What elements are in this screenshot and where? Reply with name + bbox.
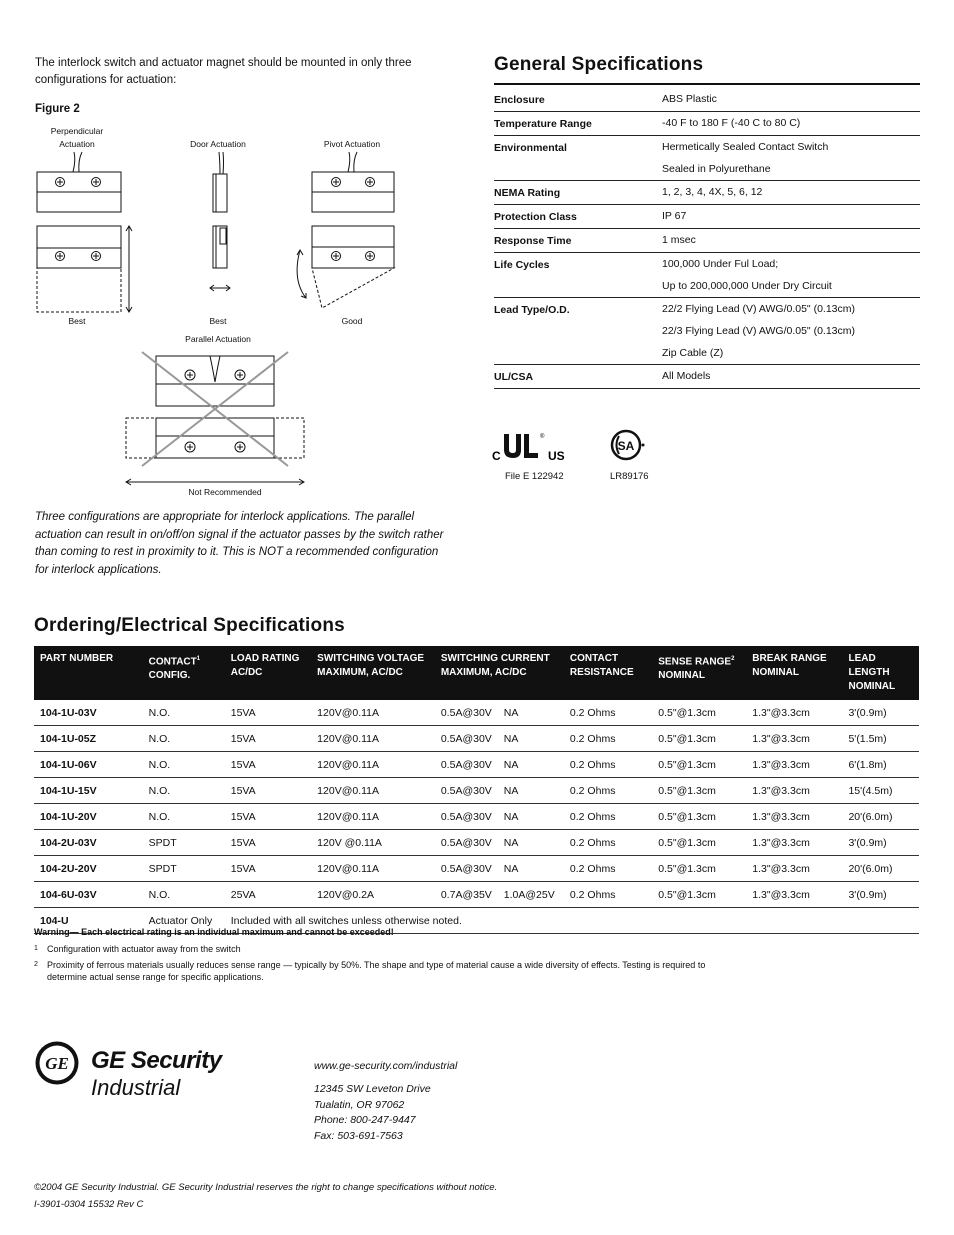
cell-resistance: 0.2 Ohms (564, 856, 652, 882)
spec-value-line: Up to 200,000,000 Under Dry Circuit (662, 280, 832, 292)
cell-resistance: 0.2 Ohms (564, 700, 652, 726)
cell-voltage: 120V@0.2A (311, 882, 435, 908)
spec-row (494, 253, 920, 298)
document-number: I-3901-0304 15532 Rev C (34, 1199, 144, 1210)
spec-value-line: Zip Cable (Z) (662, 347, 724, 359)
cell-sense: 0.5"@1.3cm (652, 882, 746, 908)
cell-switching-current (435, 804, 564, 830)
svg-text:®: ® (540, 434, 545, 440)
current-value-b: NA (503, 732, 519, 745)
label-parallel-actuation: Parallel Actuation (185, 334, 251, 344)
cell-switching-current (435, 778, 564, 804)
label-good: Good (341, 316, 363, 326)
cell-sense: 0.5"@1.3cm (652, 804, 746, 830)
brand-name: GE Security (91, 1047, 222, 1074)
spec-key: Temperature Range (494, 112, 662, 136)
column-header (746, 646, 842, 700)
ul-file-number: File E 122942 (505, 471, 564, 482)
table-row (34, 882, 919, 908)
address-line-1: 12345 SW Leveton Drive (314, 1083, 431, 1095)
cell-break: 1.3"@3.3cm (746, 856, 842, 882)
footnote-marker: 2 (731, 656, 735, 662)
cell-break: 1.3"@3.3cm (746, 752, 842, 778)
address-line-2: Tualatin, OR 97062 (314, 1098, 405, 1111)
cell-load: 25VA (225, 882, 311, 908)
intro-text: The interlock switch and actuator magnet should be mounted in only three configurations for actuation: (35, 57, 412, 86)
current-value-b: NA (503, 758, 519, 771)
table-row (34, 830, 919, 856)
csa-file-number: LR89176 (610, 471, 649, 482)
header-line-2: NOMINAL (752, 667, 799, 678)
footnote-text: Configuration with actuator away from the switch (47, 944, 241, 954)
header-line-1: SWITCHING VOLTAGE (317, 653, 425, 664)
spec-row (494, 365, 920, 389)
spec-value-line: 1, 2, 3, 4, 4X, 5, 6, 12 (662, 186, 763, 198)
header-line-1: PART NUMBER (40, 653, 114, 664)
label-pivot-actuation: Pivot Actuation (323, 139, 381, 149)
cell-lead: 20'(6.0m) (842, 856, 919, 882)
address-block (314, 1082, 431, 1144)
table-row (34, 804, 919, 830)
spec-value (662, 181, 920, 205)
cell-load: 15VA (225, 752, 311, 778)
cell-voltage: 120V@0.11A (311, 856, 435, 882)
table-row (34, 752, 919, 778)
mounting-diagram (30, 120, 450, 505)
spec-row (494, 181, 920, 205)
spec-key: Lead Type/O.D. (494, 298, 662, 365)
cell-break: 1.3"@3.3cm (746, 882, 842, 908)
header-line-1: BREAK RANGE (752, 653, 827, 664)
general-specs-rule (494, 83, 920, 85)
cell-voltage: 120V@0.11A (311, 726, 435, 752)
table-row (34, 726, 919, 752)
ordering-table (34, 646, 919, 934)
door-diagram (210, 152, 230, 291)
warning-text: Warning— Each electrical rating is an individual maximum and cannot be exceeded! (34, 927, 394, 937)
label-best-1: Best (68, 316, 86, 326)
cell-sense: 0.5"@1.3cm (652, 752, 746, 778)
header-line-2: CONFIG. (148, 670, 191, 682)
spec-value (662, 112, 920, 136)
width-arrow (126, 479, 304, 485)
table-row (34, 856, 919, 882)
cell-switching-current (435, 882, 564, 908)
cell-part: 104-6U-03V (34, 882, 143, 908)
current-value-a: 0.5A@30V (440, 706, 492, 719)
spec-row (494, 205, 920, 229)
current-value-b: NA (503, 784, 519, 797)
current-value-b: 1.0A@25V (503, 888, 555, 901)
cell-voltage: 120V@0.11A (311, 752, 435, 778)
cell-lead: 5'(1.5m) (842, 726, 919, 752)
spec-row (494, 88, 920, 112)
not-recommended-cross (142, 352, 288, 466)
cell-lead: 3'(0.9m) (842, 882, 919, 908)
footnote-number: 1 (34, 945, 38, 952)
spec-row (494, 298, 920, 365)
cell-switching-current (435, 830, 564, 856)
spec-key: Response Time (494, 229, 662, 253)
cell-config: N.O. (143, 700, 225, 726)
header-line-2: MAXIMUM, AC/DC (317, 667, 403, 678)
cell-load: 15VA (225, 830, 311, 856)
spec-value (662, 298, 920, 365)
cell-lead: 3'(0.9m) (842, 830, 919, 856)
ul-us-text: US (548, 449, 565, 463)
cell-load: 15VA (225, 700, 311, 726)
cell-config: SPDT (143, 830, 225, 856)
current-value-a: 0.5A@30V (440, 784, 492, 797)
spec-key: Life Cycles (494, 253, 662, 298)
footnote-2 (34, 959, 734, 983)
cell-resistance: 0.2 Ohms (564, 778, 652, 804)
current-value-a: 0.5A@30V (440, 810, 492, 823)
spec-row (494, 229, 920, 253)
cell-load: 15VA (225, 804, 311, 830)
spec-key: UL/CSA (494, 365, 662, 389)
label-door-actuation: Door Actuation (190, 139, 246, 149)
cell-break: 1.3"@3.3cm (746, 804, 842, 830)
cell-part: 104-2U-20V (34, 856, 143, 882)
pivot-diagram (297, 152, 394, 308)
column-header (143, 646, 225, 700)
current-value-b: NA (503, 862, 519, 875)
cell-part: 104-1U-20V (34, 804, 143, 830)
cell-config: N.O. (143, 752, 225, 778)
table-row (34, 700, 919, 726)
cell-note: Included with all switches unless otherwise noted. (225, 908, 919, 934)
cell-part: 104-U (34, 908, 143, 934)
ul-logo-icon (492, 430, 568, 464)
cell-part: 104-2U-03V (34, 830, 143, 856)
current-value-a: 0.5A@30V (440, 862, 492, 875)
cell-config: N.O. (143, 804, 225, 830)
spec-key: NEMA Rating (494, 181, 662, 205)
header-line-1: CONTACT (148, 656, 197, 668)
header-line-1: SWITCHING CURRENT (440, 653, 550, 664)
ge-logo (34, 1040, 80, 1091)
column-header (34, 646, 143, 700)
spec-value (662, 136, 920, 181)
cell-switching-current (435, 726, 564, 752)
ge-monogram-icon (34, 1040, 80, 1086)
cell-part: 104-1U-03V (34, 700, 143, 726)
cell-break: 1.3"@3.3cm (746, 830, 842, 856)
cell-voltage: 120V @0.11A (311, 830, 435, 856)
cell-config: N.O. (143, 726, 225, 752)
brand-division: Industrial (91, 1075, 181, 1100)
label-perpendicular-2: Actuation (59, 139, 95, 149)
header-line-2: MAXIMUM, AC/DC (440, 667, 527, 678)
column-header (564, 646, 652, 700)
cell-voltage: 120V@0.11A (311, 700, 435, 726)
cell-voltage: 120V@0.11A (311, 804, 435, 830)
label-not-recommended: Not Recommended (188, 487, 262, 497)
cell-lead: 6'(1.8m) (842, 752, 919, 778)
current-value-a: 0.5A@30V (440, 836, 492, 849)
current-value-a: 0.5A@30V (440, 758, 492, 771)
cell-resistance: 0.2 Ohms (564, 752, 652, 778)
label-best-2: Best (209, 316, 227, 326)
cell-switching-current (435, 856, 564, 882)
cell-break: 1.3"@3.3cm (746, 726, 842, 752)
footnote-number: 2 (34, 961, 38, 968)
website-link[interactable]: www.ge-security.com/industrial (314, 1060, 458, 1072)
table-row (34, 778, 919, 804)
cell-sense: 0.5"@1.3cm (652, 726, 746, 752)
ul-mark (492, 430, 568, 469)
header-line-1: SENSE RANGE (658, 656, 732, 668)
spec-value (662, 205, 920, 229)
spec-value (662, 229, 920, 253)
spec-value-line: 22/2 Flying Lead (V) AWG/0.05" (0.13cm) (662, 303, 856, 315)
copyright: ©2004 GE Security Industrial. GE Security Industrial reserves the right to change specifications without notice. (34, 1182, 498, 1193)
cell-lead: 3'(0.9m) (842, 700, 919, 726)
cell-switching-current (435, 700, 564, 726)
cell-sense: 0.5"@1.3cm (652, 700, 746, 726)
fax: Fax: 503-691-7563 (314, 1129, 403, 1142)
spec-value-line: ABS Plastic (662, 93, 717, 105)
svg-text:SA: SA (617, 439, 635, 453)
cell-resistance: 0.2 Ohms (564, 726, 652, 752)
column-header (225, 646, 311, 700)
spec-value-line: 100,000 Under Ful Load; (662, 258, 779, 270)
cell-load: 15VA (225, 726, 311, 752)
general-specs-title: General Specifications (494, 54, 704, 75)
footnote-marker: 1 (196, 656, 201, 662)
spec-value-line: 22/3 Flying Lead (V) AWG/0.05" (0.13cm) (662, 325, 856, 337)
spec-row (494, 112, 920, 136)
cell-resistance: 0.2 Ohms (564, 830, 652, 856)
spec-value-line: All Models (662, 370, 711, 382)
cell-config: N.O. (143, 882, 225, 908)
perpendicular-diagram (37, 152, 132, 312)
cell-lead: 15'(4.5m) (842, 778, 919, 804)
current-value-b: NA (503, 810, 519, 823)
label-perpendicular-1: Perpendicular (50, 126, 104, 136)
cell-break: 1.3"@3.3cm (746, 778, 842, 804)
cell-resistance: 0.2 Ohms (564, 804, 652, 830)
spec-value-line: IP 67 (662, 210, 687, 222)
header-line-2: NOMINAL (658, 670, 705, 682)
cell-part: 104-1U-15V (34, 778, 143, 804)
ul-c-text: C (492, 449, 501, 463)
cell-resistance: 0.2 Ohms (564, 882, 652, 908)
cell-config: Actuator Only (143, 908, 225, 934)
ge-logo-text: GE (45, 1054, 69, 1073)
cell-lead: 20'(6.0m) (842, 804, 919, 830)
spec-value (662, 253, 920, 298)
cell-break: 1.3"@3.3cm (746, 700, 842, 726)
ordering-title: Ordering/Electrical Specifications (34, 615, 345, 636)
cell-config: SPDT (143, 856, 225, 882)
column-header (652, 646, 746, 700)
column-header (311, 646, 435, 700)
spec-value-line: Sealed in Polyurethane (662, 163, 771, 175)
cell-part: 104-1U-05Z (34, 726, 143, 752)
column-header (842, 646, 919, 700)
spec-value-line: -40 F to 180 F (-40 C to 80 C) (662, 117, 801, 129)
spec-key: Enclosure (494, 88, 662, 112)
spec-value-line: 1 msec (662, 234, 696, 246)
spec-key: Protection Class (494, 205, 662, 229)
current-value-b: NA (503, 706, 519, 719)
phone: Phone: 800-247-9447 (314, 1114, 416, 1126)
spec-value-line: Hermetically Sealed Contact Switch (662, 141, 829, 153)
current-value-a: 0.5A@30V (440, 732, 492, 745)
spec-key: Environmental (494, 136, 662, 181)
header-line-2: RESISTANCE (569, 667, 634, 678)
header-line-1: LOAD RATING (230, 653, 300, 664)
cell-switching-current (435, 752, 564, 778)
general-specs-table (494, 88, 920, 389)
cell-load: 15VA (225, 778, 311, 804)
cell-voltage: 120V@0.11A (311, 778, 435, 804)
cell-sense: 0.5"@1.3cm (652, 778, 746, 804)
cell-sense: 0.5"@1.3cm (652, 830, 746, 856)
header-line-1: LEAD LENGTH (848, 653, 890, 678)
copyright-block (34, 1179, 497, 1213)
figure-caption: Three configurations are appropriate for interlock applications. The parallel actuation can result in on/off/on signal if the actuator passes by the switch rather than coming to rest in proximity to it. This is NOT a recommended configuration for interlock applications. (35, 511, 444, 576)
current-value-b: NA (503, 836, 519, 849)
spec-value (662, 365, 920, 389)
column-header (435, 646, 564, 700)
spec-row (494, 136, 920, 181)
footnote-text: Proximity of ferrous materials usually reduces sense range — typically by 50%. The shape and type of material cause a wide diversity of effects. Testing is required to determine actual sense range for specific applications. (47, 960, 706, 982)
csa-logo-icon (610, 428, 648, 464)
cell-load: 15VA (225, 856, 311, 882)
spec-value (662, 88, 920, 112)
footnote-1 (34, 943, 734, 955)
header-line-1: CONTACT (569, 653, 619, 664)
header-line-2: NOMINAL (848, 681, 896, 692)
figure-label: Figure 2 (35, 103, 80, 115)
cell-config: N.O. (143, 778, 225, 804)
cell-part: 104-1U-06V (34, 752, 143, 778)
current-value-a: 0.7A@35V (440, 888, 492, 901)
header-line-2: AC/DC (230, 667, 263, 678)
csa-mark (610, 428, 648, 469)
parallel-diagram (126, 356, 304, 458)
cell-sense: 0.5"@1.3cm (652, 856, 746, 882)
